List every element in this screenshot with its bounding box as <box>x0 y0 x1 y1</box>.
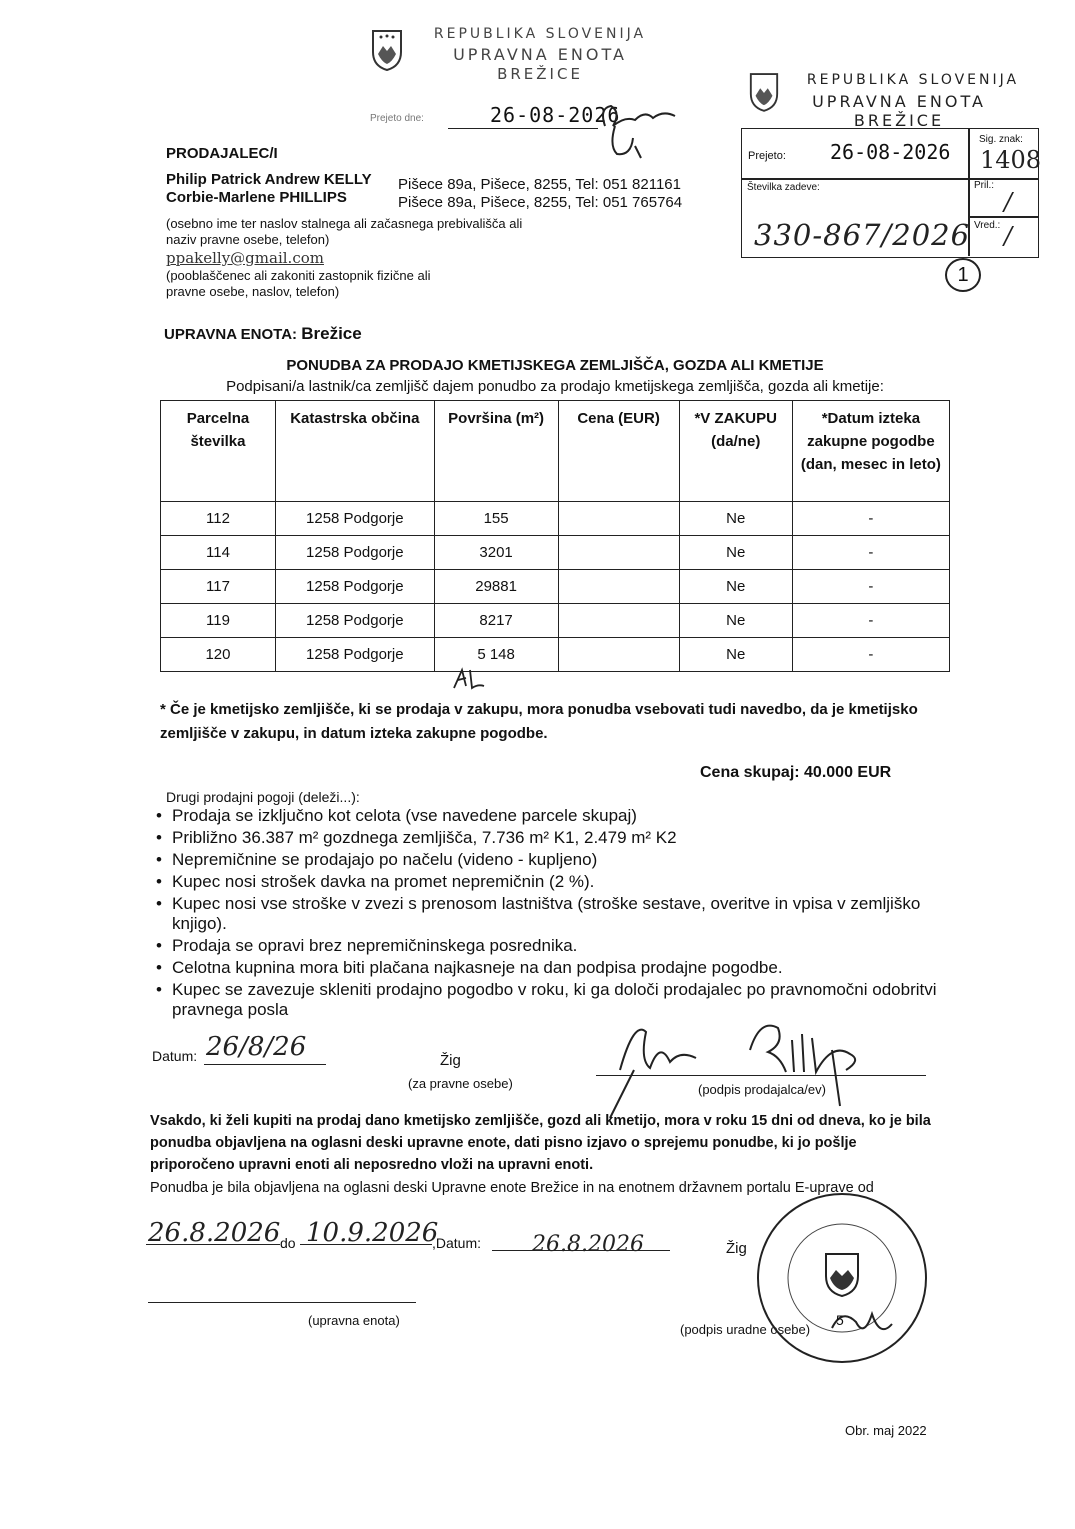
offer-intro: Podpisani/a lastnik/ca zemljišč dajem ponudbo za prodajo kmetijskega zemljišča, gozda ali kmetije: <box>226 378 884 395</box>
conditions-heading: Drugi prodajni pogoji (deleži...): <box>166 789 360 805</box>
published-from-date: 26.8.2026 <box>148 1218 281 1248</box>
cell-lease-end: - <box>792 638 949 672</box>
cell-area: 155 <box>434 502 558 536</box>
seal-number: 5 <box>836 1312 844 1328</box>
cell-lease: Ne <box>679 604 792 638</box>
cell-parcel: 117 <box>161 570 276 604</box>
offer-title: PONUDBA ZA PRODAJO KMETIJSKEGA ZEMLJIŠČA, GOZDA ALI KMETIJE <box>286 357 824 374</box>
table-row <box>161 570 950 604</box>
office-row <box>164 324 362 344</box>
condition-item: • Kupec nosi vse stroške v zvezi s prenosom lastništva (stroške sestave, overitve in vpisa v zemljiško knjigo). <box>156 894 946 934</box>
stamp-note: (za pravne osebe) <box>408 1076 513 1091</box>
zig-label: Žig <box>726 1240 747 1257</box>
received-label: Prejeto dne: <box>370 113 424 124</box>
handwritten-initials <box>595 96 685 160</box>
table-row <box>161 502 950 536</box>
table-row <box>161 604 950 638</box>
condition-item: • Celotna kupnina mora biti plačana najkasneje na dan podpisa prodajne pogodbe. <box>156 958 946 978</box>
form-version: Obr. maj 2022 <box>845 1423 927 1438</box>
pril-label: Pril.: <box>974 180 994 191</box>
cell-cadastral: 1258 Podgorje <box>275 502 434 536</box>
case-label: Številka zadeve: <box>747 182 820 193</box>
cell-lease: Ne <box>679 570 792 604</box>
right-stamp-line1: REPUBLIKA SLOVENIJA <box>806 72 1020 88</box>
condition-item: • Kupec nosi strošek davka na promet nepremičnin (2 %). <box>156 872 946 892</box>
conditions-list <box>156 806 946 1022</box>
right-stamp-line2: UPRAVNA ENOTA <box>812 92 986 111</box>
seller-name-2: Corbie-Marlene PHILLIPS <box>166 189 347 206</box>
cell-lease-end: - <box>792 570 949 604</box>
top-stamp <box>370 26 670 86</box>
table-row <box>161 536 950 570</box>
cell-cadastral: 1258 Podgorje <box>275 570 434 604</box>
cell-parcel: 119 <box>161 604 276 638</box>
right-received-date: 26-08-2026 <box>830 140 951 164</box>
cell-lease-end: - <box>792 502 949 536</box>
circled-number-text: 1 <box>957 264 969 286</box>
seller-signatures <box>600 1010 880 1120</box>
published-do-label: do <box>280 1235 296 1251</box>
vred-label: Vred.: <box>974 220 1001 231</box>
notice-text: Vsakdo, ki želi kupiti na prodaj dano kmetijsko zemljišče, gozd ali kmetijo, mora v roku 15 dni od dneva, ko je bila ponudba objavljena na oglasni deski upravne enote, dati pisno izjavo o sprejemu ponudbe, ki jo pošlje priporočeno upravni enoti ali neposredno vloži na upravni enoti. <box>150 1113 931 1173</box>
cell-price <box>558 570 679 604</box>
published-text: Ponudba je bila objavljena na oglasni deski Upravne enote Brežice in na enotnem državnem portalu E-uprave od <box>150 1180 874 1196</box>
circled-number <box>945 258 981 292</box>
cell-lease-end: - <box>792 536 949 570</box>
office-sign-label: (upravna enota) <box>308 1313 400 1328</box>
cell-lease: Ne <box>679 536 792 570</box>
condition-item: • Približno 36.387 m² gozdnega zemljišča, 7.736 m² K1, 2.479 m² K2 <box>156 828 946 848</box>
seller-address-1: Pišece 89a, Pišece, 8255, Tel: 051 821161 <box>398 176 681 193</box>
coat-of-arms-icon <box>748 70 780 114</box>
condition-item: • Prodaja se izključno kot celota (vse navedene parcele skupaj) <box>156 806 946 826</box>
cell-parcel: 112 <box>161 502 276 536</box>
vred-value: / <box>1004 222 1013 250</box>
cell-cadastral: 1258 Podgorje <box>275 536 434 570</box>
footnote: * Če je kmetijsko zemljišče, ki se prodaja v zakupu, mora ponudba vsebovati tudi navedbo, da je kmetijsko zemljišče v zakupu, in datum izteka zakupne pogodbe. <box>160 701 918 742</box>
stamp-line1: REPUBLIKA SLOVENIJA <box>433 26 647 42</box>
seller-note-2: (pooblaščenec ali zakoniti zastopnik fizične ali pravne osebe, naslov, telefon) <box>166 268 431 299</box>
official-seal-icon <box>752 1188 932 1368</box>
seller-name-1: Philip Patrick Andrew KELLY <box>166 171 372 188</box>
col-area: Površina (m²) <box>434 401 558 502</box>
cell-parcel: 114 <box>161 536 276 570</box>
sig-value: 1408 <box>980 146 1042 174</box>
table-header-row <box>161 401 950 502</box>
cell-cadastral: 1258 Podgorje <box>275 604 434 638</box>
stamp-line2: UPRAVNA ENOTA <box>453 45 627 64</box>
cell-price <box>558 536 679 570</box>
col-lease: *V ZAKUPU (da/ne) <box>679 401 792 502</box>
office-value: Brežice <box>301 324 362 343</box>
cell-price <box>558 638 679 672</box>
cell-cadastral: 1258 Podgorje <box>275 638 434 672</box>
col-cadastral: Katastrska občina <box>275 401 434 502</box>
datum-label: ,Datum: <box>432 1235 482 1251</box>
cell-area: 5 148 <box>434 638 558 672</box>
cell-area: 8217 <box>434 604 558 638</box>
cell-price <box>558 502 679 536</box>
col-lease-end: *Datum izteka zakupne pogodbe (dan, mesec in leto) <box>792 401 949 502</box>
date-label: Datum: <box>152 1048 198 1064</box>
right-stamp-line3: BREŽICE <box>853 111 945 130</box>
case-value: 330-867/2026 <box>754 218 971 252</box>
cell-price <box>558 604 679 638</box>
pril-value: / <box>1004 188 1013 216</box>
received-date: 26-08-2026 <box>490 103 621 127</box>
correction-initials <box>450 666 490 694</box>
cell-parcel: 120 <box>161 638 276 672</box>
seller-address-2: Pišece 89a, Pišece, 8255, Tel: 051 765764 <box>398 194 683 211</box>
col-parcel: Parcelna številka <box>161 401 276 502</box>
total-price: Cena skupaj: 40.000 EUR <box>700 764 892 781</box>
cell-lease: Ne <box>679 502 792 536</box>
condition-item: • Nepremičnine se prodajajo po načelu (videno - kupljeno) <box>156 850 946 870</box>
parcels-table <box>160 400 950 672</box>
cell-area: 3201 <box>434 536 558 570</box>
stamp-label: Žig <box>440 1052 461 1069</box>
col-price: Cena (EUR) <box>558 401 679 502</box>
stamp-line3: BREŽICE <box>497 65 583 83</box>
office-label: UPRAVNA ENOTA: <box>164 326 298 343</box>
coat-of-arms-icon <box>370 28 404 72</box>
cell-lease: Ne <box>679 638 792 672</box>
datum-value: 26.8.2026 <box>532 1232 644 1257</box>
sign-note: (podpis prodajalca/ev) <box>698 1082 826 1097</box>
cell-lease-end: - <box>792 604 949 638</box>
condition-item: • Prodaja se opravi brez nepremičninskega posrednika. <box>156 936 946 956</box>
table-row <box>161 638 950 672</box>
date-value: 26/8/26 <box>206 1032 307 1062</box>
right-received-label: Prejeto: <box>748 150 786 162</box>
seller-note-1: (osebno ime ter naslov stalnega ali začasnega prebivališča ali naziv pravne osebe, telefon) <box>166 216 523 247</box>
seller-heading: PRODAJALEC/I <box>166 145 278 162</box>
sig-label: Sig. znak: <box>979 134 1023 145</box>
condition-item: • Kupec se zavezuje skleniti prodajno pogodbo v roku, ki ga določi prodajalec po pravnomočni odobritvi pravnega posla <box>156 980 946 1020</box>
seller-email[interactable]: ppakelly@gmail.com <box>166 249 324 267</box>
official-sign-label: (podpis uradne osebe) <box>680 1322 811 1337</box>
published-to-date: 10.9.2026 <box>306 1218 439 1248</box>
cell-area: 29881 <box>434 570 558 604</box>
